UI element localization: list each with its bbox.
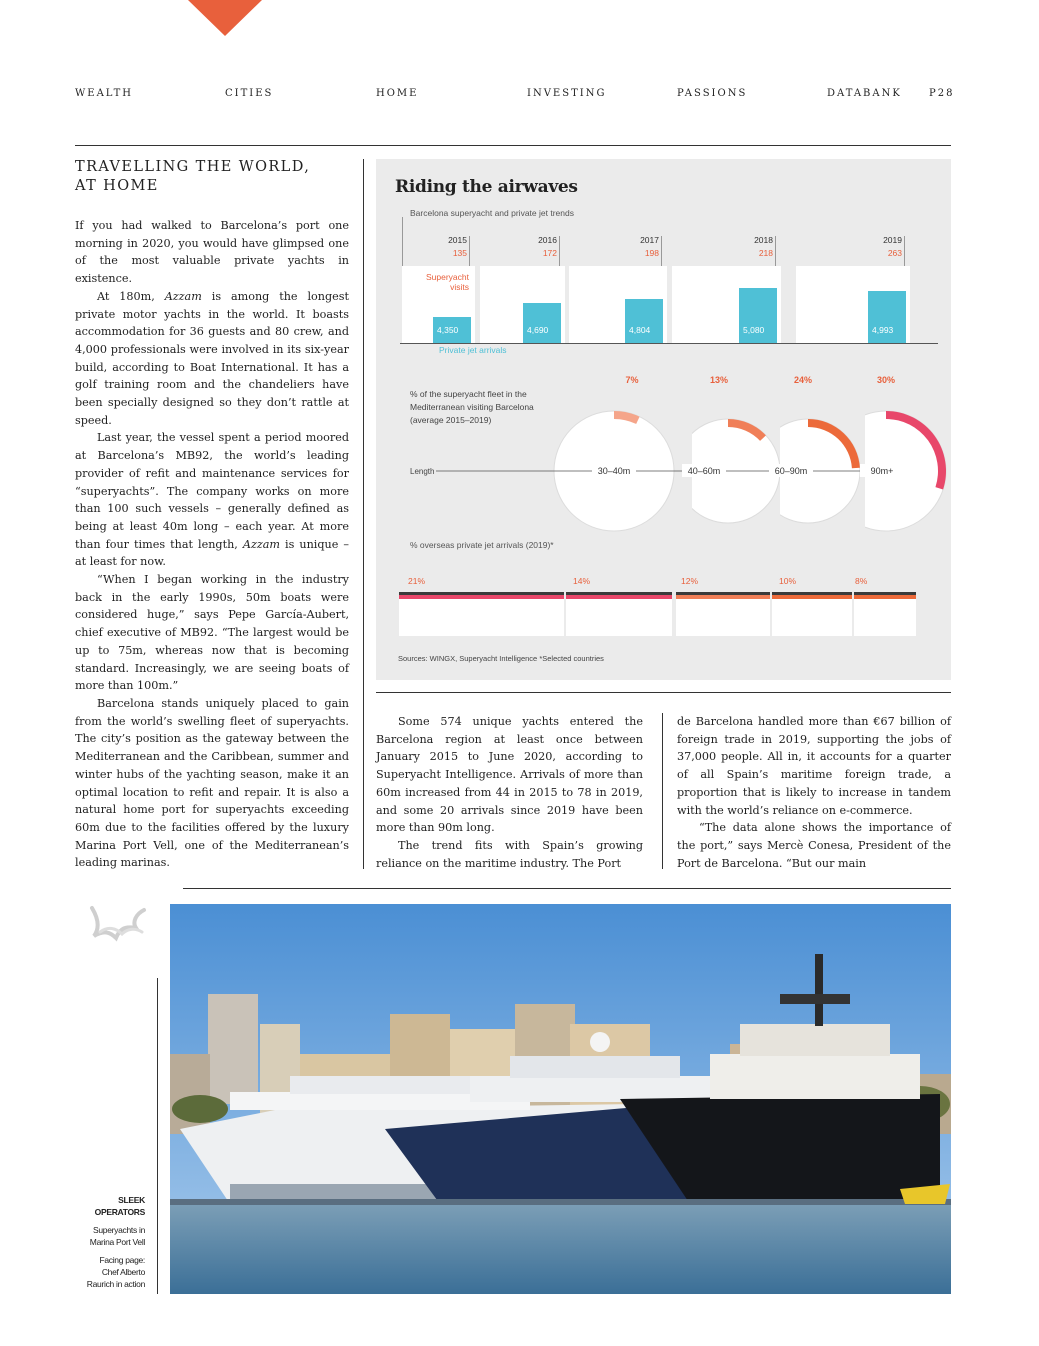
overseas-jet-label: % overseas private jet arrivals (2019)* — [410, 540, 554, 550]
caption-line-1: Superyachts in — [92, 1225, 145, 1235]
fleet-label-line-2: Mediterranean visiting Barcelona — [410, 402, 534, 412]
chart-subtitle: Barcelona superyacht and private jet trends — [410, 208, 574, 218]
year-label: 2016 — [538, 235, 557, 245]
paragraph: Last year, the vessel spent a period moored at Barcelona’s MB92, the world’s leading provider of refit and maintenance services for “superyachts”. The company works on more than 100 such vessels – generally defined as being at least 40m long – each year. At more than four times that length, Azzam is unique – at least for now. — [75, 431, 349, 569]
paragraph: At 180m, Azzam is among the longest private motor yachts in the world. It boasts accommodation for 36 guests and 80 crew, and 4,000 professionals were involved in its six-year build, according to Boat International. It has a golf training room and the chandeliers have been specially designed so they don’t rattle at speed. — [75, 289, 349, 427]
length-category-label: 40–60m — [687, 466, 721, 476]
jet-arrival-bar — [625, 299, 663, 343]
fleet-share-label: 7% — [625, 375, 639, 385]
headline-line-2: AT HOME — [75, 178, 159, 194]
jet-value-label: 4,690 — [527, 325, 549, 335]
overseas-share-bar — [399, 595, 564, 599]
jet-value-label: 4,993 — [872, 325, 894, 335]
year-tick — [661, 236, 662, 266]
bar-baseline — [400, 343, 938, 344]
length-category-label: 60–90m — [774, 466, 808, 476]
caption-line-4: Chef Alberto — [101, 1267, 145, 1277]
fleet-label-line-3: (average 2015–2019) — [410, 415, 492, 425]
year-label: 2017 — [640, 235, 659, 245]
chart-title: Riding the airwaves — [395, 177, 578, 197]
superyacht-value-label: 198 — [644, 248, 659, 258]
private-jet-label: Private jet arrivals — [439, 345, 507, 355]
year-label: 2019 — [883, 235, 902, 245]
chart-panel — [376, 159, 951, 680]
caption-rule — [157, 978, 158, 1294]
caption-title-2: OPERATORS — [94, 1207, 145, 1217]
page-number: P28 — [929, 88, 955, 99]
caption-line-5: Raurich in action — [86, 1279, 145, 1289]
paragraph: de Barcelona handled more than €67 billion of foreign trade in 2019, supporting the jobs of 37,000 people. All in, it accounts for a quarter of all Spain’s maritime foreign trade, a proportion that is likely to increase in tandem with the world’s reliance on e-commerce. — [677, 715, 951, 817]
overseas-share-label: 21% — [408, 576, 426, 586]
length-category-label: 30–40m — [597, 466, 631, 476]
headline-line-1: TRAVELLING THE WORLD, — [75, 159, 311, 175]
overseas-share-bar — [676, 595, 770, 599]
photo-caption — [60, 1194, 145, 1290]
overseas-bar-edge — [854, 592, 916, 595]
superyacht-visits-label — [414, 272, 469, 292]
article-headline — [75, 158, 345, 196]
year-label: 2015 — [448, 235, 467, 245]
article-column-3 — [677, 713, 951, 872]
jet-arrival-bar — [868, 291, 906, 343]
nav-wealth[interactable]: WEALTH — [75, 88, 134, 99]
overseas-share-bar — [854, 595, 916, 599]
caption-line-2: Marina Port Vell — [89, 1237, 145, 1247]
chart-bottom-rule — [376, 692, 951, 693]
fleet-share-label: 30% — [876, 375, 896, 385]
nav-investing[interactable]: INVESTING — [527, 88, 607, 99]
year-label: 2018 — [754, 235, 773, 245]
chart-sources: Sources: WINGX, Superyacht Intelligence *Selected countries — [398, 654, 604, 663]
superyacht-value-label: 218 — [758, 248, 773, 258]
superyacht-label-line-1: Superyacht — [426, 272, 469, 282]
superyacht-value-label: 172 — [542, 248, 557, 258]
overseas-bar-edge — [676, 592, 770, 595]
article-column-2 — [376, 713, 643, 872]
caption-line-3: Facing page: — [99, 1255, 145, 1265]
overseas-share-label: 12% — [681, 576, 699, 586]
year-tick — [559, 236, 560, 266]
wave-logo-icon — [80, 898, 155, 948]
year-tick — [904, 236, 905, 266]
jet-value-label: 5,080 — [743, 325, 765, 335]
paragraph: Barcelona stands uniquely placed to gain from the world’s swelling fleet of superyachts. The city’s position as the gateway between the Mediterranean and the Caribbean, summer and winter hubs of the yachting season, make it an optimal location to refit and repair. It is also a natural home port for superyachts exceeding 60m due to the facilities offered by the luxury Marina Port Vell, one of the Mediterranean’s leading marinas. — [75, 696, 349, 870]
paragraph: “When I began working in the industry back in the early 1990s, 50m boats were considered huge,” says Pepe García-Aubert, chief executive of MB92. “The largest would be up to 75m, whereas now that is becoming standard. Increasingly, we are seeing boats of more than 100m.” — [75, 573, 349, 693]
length-label: Length — [410, 467, 435, 476]
fleet-share-label: 13% — [709, 375, 729, 385]
overseas-share-bar — [772, 595, 852, 599]
superyacht-label-line-2: visits — [450, 282, 469, 292]
marina-photo — [170, 904, 951, 1294]
overseas-share-label: 8% — [855, 576, 868, 586]
overseas-bar-edge — [399, 592, 564, 595]
column-divider — [363, 159, 364, 869]
superyacht-value-label: 263 — [887, 248, 902, 258]
superyacht-value-label: 135 — [452, 248, 467, 258]
overseas-bar-edge — [566, 592, 672, 595]
jet-arrival-bar — [523, 303, 561, 343]
fleet-label-line-1: % of the superyacht fleet in the — [410, 389, 527, 399]
nav-passions[interactable]: PASSIONS — [677, 88, 748, 99]
paragraph: Some 574 unique yachts entered the Barcelona region at least once between January 2015 to June 2020, according to Superyacht Intelligence. Arrivals of more than 60m increased from 44 in 2015 to 78 in 2019, and some 20 arrivals since 2019 have been more than 90m long. — [376, 715, 643, 835]
article-column-1 — [75, 217, 349, 872]
paragraph: If you had walked to Barcelona’s port one morning in 2020, you would have glimpsed one of the most valuable private yachts in existence. — [75, 219, 349, 286]
year-tick — [469, 236, 470, 266]
paragraph: The trend fits with Spain’s growing reliance on the maritime industry. The Port — [376, 838, 643, 870]
year-tick — [775, 236, 776, 266]
overseas-share-label: 10% — [779, 576, 797, 586]
brand-triangle-icon — [188, 0, 262, 36]
overseas-bar-edge — [772, 592, 852, 595]
header-rule — [75, 145, 951, 146]
jet-value-label: 4,350 — [437, 325, 459, 335]
jet-value-label: 4,804 — [629, 325, 651, 335]
column-divider-2 — [662, 713, 663, 869]
fleet-share-pies — [376, 369, 951, 539]
fleet-share-label: 24% — [793, 375, 813, 385]
overseas-share-bar — [566, 595, 672, 599]
caption-title-1: SLEEK — [118, 1195, 145, 1205]
overseas-share-label: 14% — [573, 576, 591, 586]
paragraph: “The data alone shows the importance of the port,” says Mercè Conesa, President of the Port de Barcelona. “But our main — [677, 821, 951, 870]
nav-databank[interactable]: DATABANK — [827, 88, 902, 99]
nav-cities[interactable]: CITIES — [225, 88, 274, 99]
photo-top-rule — [183, 888, 951, 889]
nav-home[interactable]: HOME — [376, 88, 419, 99]
length-category-label: 90m+ — [870, 466, 894, 476]
